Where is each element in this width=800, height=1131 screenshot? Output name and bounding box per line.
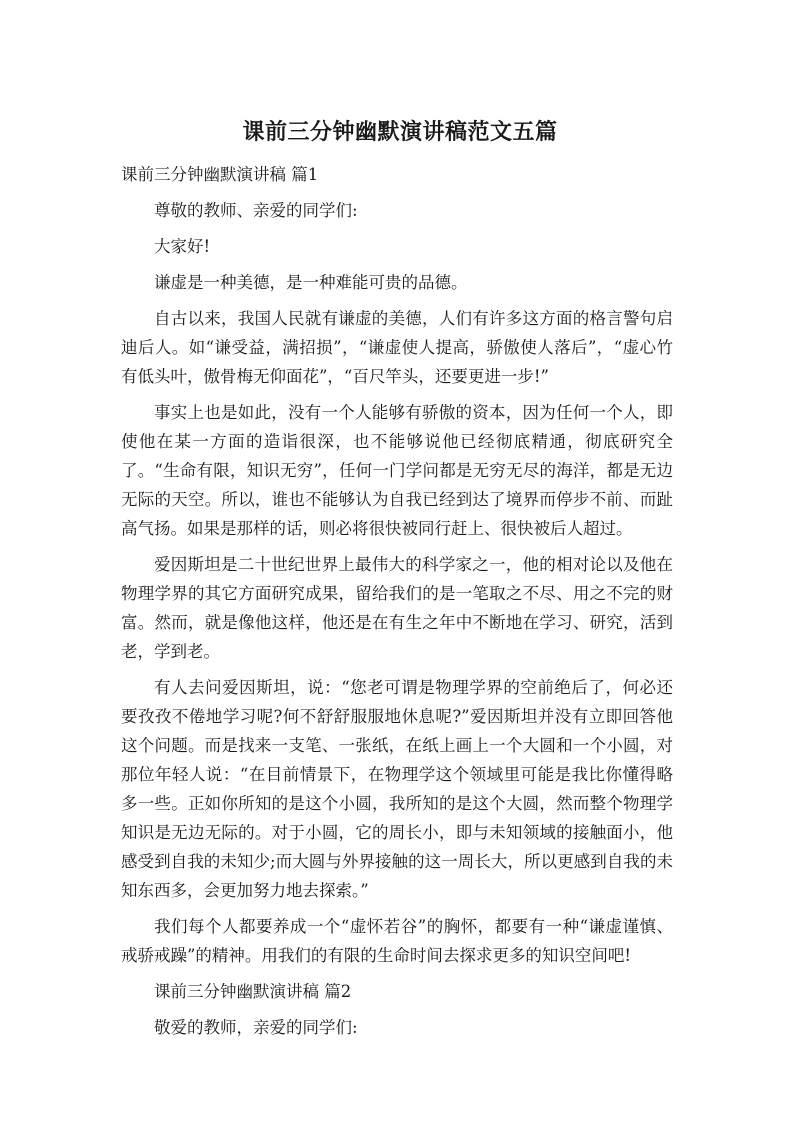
- greeting: 大家好!: [154, 237, 211, 256]
- salutation-2: 敬爱的教师，亲爱的同学们:: [154, 1018, 358, 1037]
- paragraph: 谦虚是一种美德，是一种难能可贵的品德。: [154, 273, 468, 292]
- paragraph: 自古以来，我国人民就有谦虚的美德，人们有许多这方面的格言警句启迪后人。如“谦受益，满招损”，“谦虚使人提高，骄傲使人落后”，“虚心竹有低头叶，傲骨梅无仰面花”，“百尺竿头，还要更进一步!”: [121, 309, 673, 386]
- paragraph: 爱因斯坦是二十世纪世界上最伟大的科学家之一，他的相对论以及他在物理学界的其它方面研究成果，留给我们的是一笔取之不尽、用之不完的财富。然而，就是像他这样，他还是在有生之年中不断地在学习、研究，活到老，学到老。: [121, 555, 673, 661]
- section-heading-2: 课前三分钟幽默演讲稿 篇2: [154, 982, 352, 1001]
- document-title: 课前三分钟幽默演讲稿范文五篇: [242, 120, 558, 145]
- section-heading-1: 课前三分钟幽默演讲稿 篇1: [121, 165, 319, 184]
- paragraph: 我们每个人都要养成一个“虚怀若谷”的胸怀，都要有一种“谦虚谨慎、戒骄戒躁”的精神。用我们的有限的生命时间去探求更多的知识空间吧!: [121, 917, 673, 965]
- document-body: [121, 160, 673, 1049]
- paragraph: 事实上也是如此，没有一个人能够有骄傲的资本，因为任何一个人，即使他在某一方面的造诣很深，也不能够说他已经彻底精通，彻底研究全了。“生命有限，知识无穷”，任何一门学问都是无穷无尽的海洋，都是无边无际的天空。所以，谁也不能够认为自我已经到达了境界而停步不前、而趾高气扬。如果是那样的话，则必将很快被同行赶上、很快被后人超过。: [121, 403, 673, 538]
- salutation: 尊敬的教师、亲爱的同学们:: [154, 201, 358, 220]
- paragraph: 有人去问爱因斯坦，说：“您老可谓是物理学界的空前绝后了，何必还要孜孜不倦地学习呢?何不舒舒服服地休息呢?”爱因斯坦并没有立即回答他这个问题。而是找来一支笔、一张纸，在纸上画上一个大圆和一个小圆，对那位年轻人说：“在目前情景下，在物理学这个领域里可能是我比你懂得略多一些。正如你所知的是这个小圆，我所知的是这个大圆，然而整个物理学知识是无边无际的。对于小圆，它的周长小，即与未知领域的接触面小，他感受到自我的未知少;而大圆与外界接触的这一周长大，所以更感到自我的未知东西多，会更加努力地去探索。”: [121, 678, 673, 900]
